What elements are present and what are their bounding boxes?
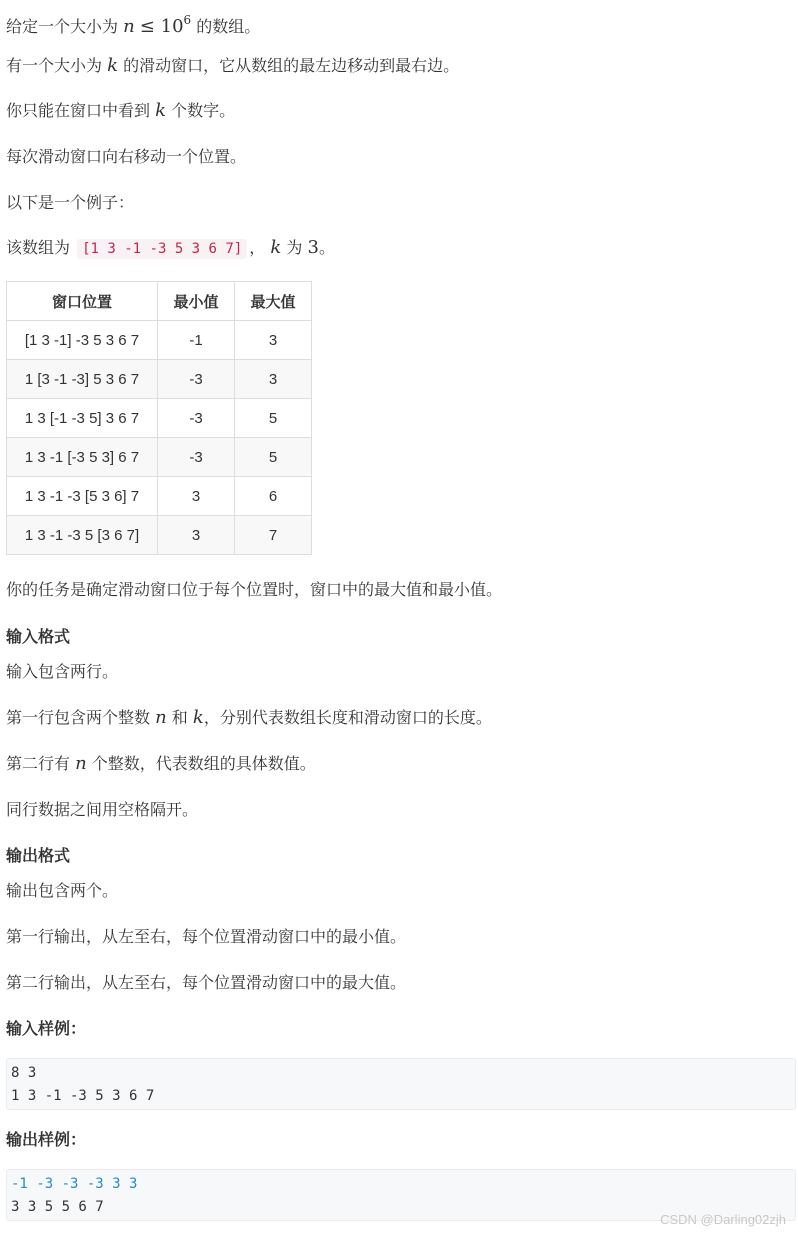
sample-output-line: 3 3 5 5 6 7 xyxy=(11,1199,104,1215)
math-k: k xyxy=(270,237,282,258)
inline-code-array: [1 3 -1 -3 5 3 6 7] xyxy=(77,239,247,259)
table-cell: 1 3 -1 -3 5 [3 6 7] xyxy=(7,516,158,555)
input-format-text: 和 xyxy=(171,708,188,727)
math-base: 10 xyxy=(160,16,184,37)
output-format-line-3: 第二行输出，从左至右，每个位置滑动窗口中的最大值。 xyxy=(6,973,407,992)
intro-line-2 xyxy=(6,54,459,78)
sample-input-line: 8 3 xyxy=(11,1065,37,1081)
math-3: 3 xyxy=(307,237,319,258)
math-n: n xyxy=(155,707,167,728)
table-row xyxy=(7,516,312,555)
table-cell: 1 3 -1 [-3 5 3] 6 7 xyxy=(7,438,158,477)
math-le: ≤ xyxy=(139,16,155,37)
table-cell: 1 3 -1 -3 [5 3 6] 7 xyxy=(7,477,158,516)
table-row xyxy=(7,438,312,477)
table-cell: 3 xyxy=(158,477,235,516)
table-header: 窗口位置 xyxy=(7,282,158,321)
table-cell: -3 xyxy=(158,399,235,438)
math-n: n xyxy=(123,16,135,37)
sample-input-block xyxy=(6,1058,796,1110)
intro-text: 。 xyxy=(318,238,335,257)
input-format-line-1: 输入包含两行。 xyxy=(6,662,119,681)
math-n: n xyxy=(75,753,87,774)
math-k: k xyxy=(107,55,119,76)
table-header: 最大值 xyxy=(235,282,312,321)
task-description: 你的任务是确定滑动窗口位于每个位置时，窗口中的最大值和最小值。 xyxy=(6,580,503,599)
table-cell: 3 xyxy=(235,321,312,360)
input-format-line-4: 同行数据之间用空格隔开。 xyxy=(6,800,199,819)
table-header-row xyxy=(7,282,312,321)
intro-text: 个数字。 xyxy=(171,101,236,120)
table-cell: 3 xyxy=(235,360,312,399)
table-cell: 3 xyxy=(158,516,235,555)
table-cell: 7 xyxy=(235,516,312,555)
table-row xyxy=(7,477,312,516)
intro-line-6 xyxy=(6,236,335,261)
math-expression xyxy=(139,13,192,37)
table-cell: -1 xyxy=(158,321,235,360)
sample-input-heading: 输入样例： xyxy=(6,1019,87,1038)
table-cell: 5 xyxy=(235,399,312,438)
intro-text: 有一个大小为 xyxy=(6,56,103,75)
input-format-line-3 xyxy=(6,752,316,776)
intro-text: 该数组为 xyxy=(6,238,71,257)
table-cell: 6 xyxy=(235,477,312,516)
intro-line-3 xyxy=(6,99,235,123)
table-row xyxy=(7,399,312,438)
input-format-text: 第一行包含两个整数 xyxy=(6,708,151,727)
window-table xyxy=(6,281,312,555)
input-format-text: 个整数，代表数组的具体数值。 xyxy=(91,754,316,773)
input-format-text: ，分别代表数组长度和滑动窗口的长度。 xyxy=(203,708,492,727)
input-format-heading: 输入格式 xyxy=(6,627,71,646)
input-format-text: 第二行有 xyxy=(6,754,71,773)
table-cell: [1 3 -1] -3 5 3 6 7 xyxy=(7,321,158,360)
output-format-line-2: 第一行输出，从左至右，每个位置滑动窗口中的最小值。 xyxy=(6,927,407,946)
table-row xyxy=(7,360,312,399)
sample-input-line: 1 3 -1 -3 5 3 6 7 xyxy=(11,1088,155,1104)
sample-output-line: -1 -3 -3 -3 3 3 xyxy=(11,1176,138,1192)
table-cell: 1 [3 -1 -3] 5 3 6 7 xyxy=(7,360,158,399)
math-exponent: 6 xyxy=(183,13,192,27)
table-cell: 1 3 [-1 -3 5] 3 6 7 xyxy=(7,399,158,438)
csdn-watermark: CSDN @Darling02zjh xyxy=(660,1212,786,1227)
intro-text: 给定一个大小为 xyxy=(6,17,119,36)
intro-line-4: 每次滑动窗口向右移动一个位置。 xyxy=(6,147,247,166)
table-header: 最小值 xyxy=(158,282,235,321)
table-cell: -3 xyxy=(158,438,235,477)
table-cell: -3 xyxy=(158,360,235,399)
table-cell: 5 xyxy=(235,438,312,477)
intro-line-5: 以下是一个例子： xyxy=(6,193,135,212)
intro-text: ， xyxy=(249,238,266,257)
math-k: k xyxy=(155,100,167,121)
sample-output-heading: 输出样例： xyxy=(6,1130,87,1149)
intro-line-1 xyxy=(6,8,260,39)
intro-text: 为 xyxy=(286,238,303,257)
intro-text: 的数组。 xyxy=(196,17,261,36)
intro-text: 你只能在窗口中看到 xyxy=(6,101,151,120)
output-format-line-1: 输出包含两个。 xyxy=(6,881,119,900)
output-format-heading: 输出格式 xyxy=(6,846,71,865)
math-k: k xyxy=(192,707,204,728)
intro-text: 的滑动窗口，它从数组的最左边移动到最右边。 xyxy=(123,56,460,75)
table-row xyxy=(7,321,312,360)
input-format-line-2 xyxy=(6,706,492,730)
